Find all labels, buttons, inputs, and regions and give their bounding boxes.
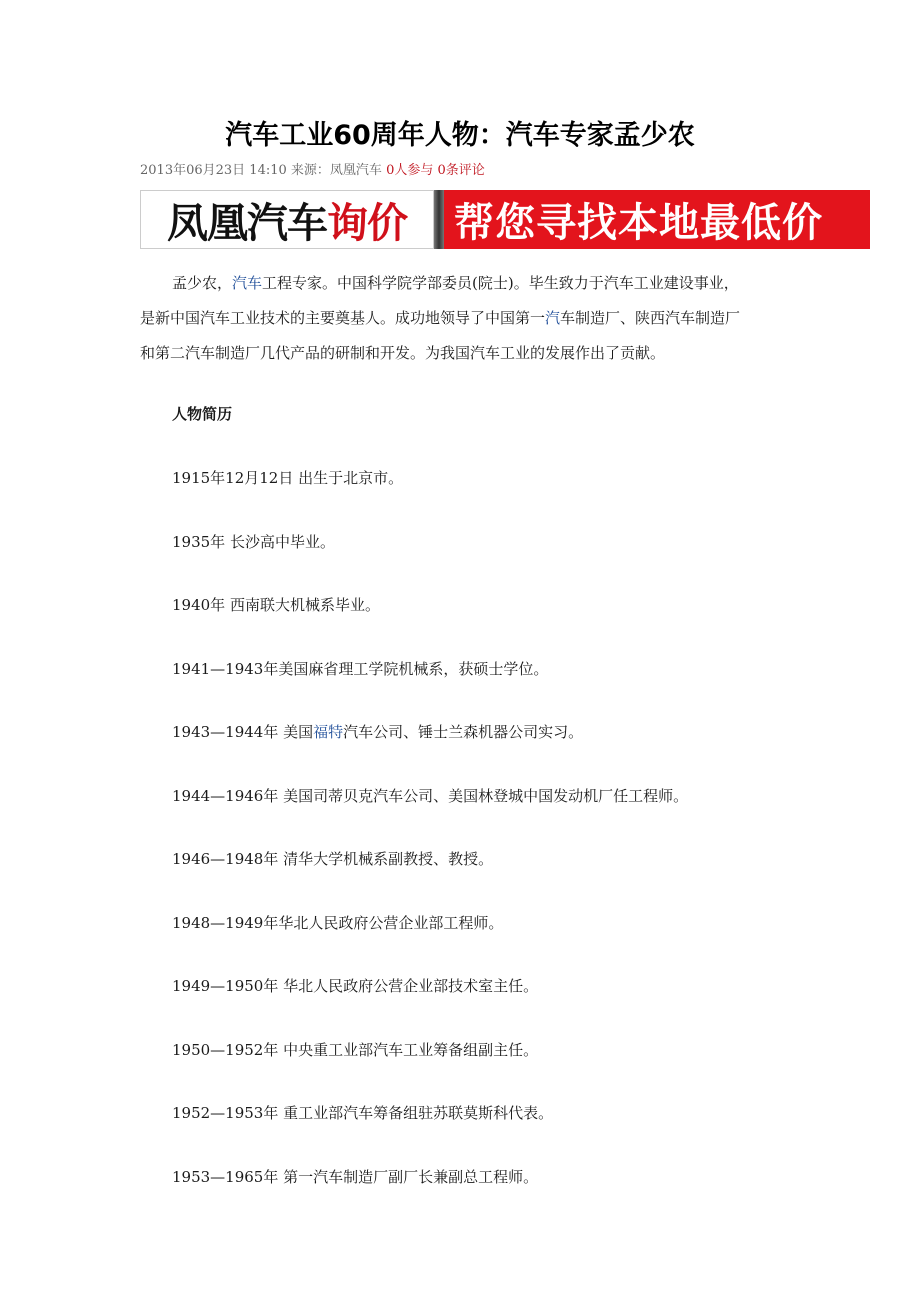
bio-text: 1943—1944年 美国 — [172, 723, 314, 741]
bio-item: 1944—1946年 美国司蒂贝克汽车公司、美国林登城中国发动机厂任工程师。 — [172, 786, 689, 805]
auto-keyword-link[interactable]: 汽车 — [232, 274, 263, 292]
bio-item: 1952—1953年 重工业部汽车筹备组驻苏联莫斯科代表。 — [172, 1104, 554, 1122]
intro-text: 车制造厂、陕西汽车制造厂 — [560, 309, 741, 327]
publish-date: 2013年06月23日 14:10 — [140, 163, 287, 178]
intro-line-3: 和第二汽车制造厂几代产品的研制和开发。为我国汽车工业的发展作出了贡献。 — [140, 344, 666, 362]
intro-paragraph — [140, 266, 800, 371]
bio-text: 汽车公司、锤士兰森机器公司实习。 — [343, 723, 584, 741]
participants-link[interactable]: 0人参与 — [386, 163, 434, 178]
bio-item: 1953—1965年 第一汽车制造厂副厂长兼副总工程师。 — [172, 1167, 539, 1186]
bio-item: 1940年 西南联大机械系毕业。 — [172, 596, 380, 614]
article-source: 来源：凤凰汽车 — [290, 163, 382, 178]
bio-item: 1950—1952年 中央重工业部汽车工业筹备组副主任。 — [172, 1040, 539, 1059]
banner-slogan: 帮您寻找本地最低价 — [444, 190, 870, 249]
intro-text: 孟少农， — [172, 274, 233, 292]
bio-heading: 人物简历 — [172, 405, 233, 423]
ford-keyword-link[interactable]: 福特 — [313, 723, 344, 741]
article-title: 汽车工业60周年人物：汽车专家孟少农 — [225, 120, 695, 151]
intro-line-2 — [140, 301, 800, 336]
bio-item: 1915年12月12日 出生于北京市。 — [172, 469, 404, 487]
article-meta — [140, 161, 485, 181]
intro-text: 是新中国汽车工业技术的主要奠基人。成功地领导了中国第一 — [140, 309, 546, 327]
price-inquiry-banner[interactable] — [140, 190, 870, 249]
banner-divider — [434, 190, 444, 249]
banner-brand-name: 凤凰汽车 — [167, 199, 327, 247]
qi-keyword-link[interactable]: 汽 — [545, 309, 561, 327]
bio-item: 1948—1949年华北人民政府公营企业部工程师。 — [172, 913, 504, 932]
bio-list — [172, 466, 688, 1228]
bio-item: 1941—1943年美国麻省理工学院机械系，获硕士学位。 — [172, 659, 549, 678]
intro-text: 工程专家。中国科学院学部委员(院士)。毕生致力于汽车工业建设事业， — [262, 274, 739, 292]
bio-item — [172, 720, 688, 784]
banner-brand — [140, 190, 434, 249]
bio-item: 1935年 长沙高中毕业。 — [172, 532, 335, 551]
bio-item: 1946—1948年 清华大学机械系副教授、教授。 — [172, 850, 494, 868]
banner-brand-inquiry: 询价 — [327, 199, 407, 247]
comments-link[interactable]: 0条评论 — [437, 163, 485, 178]
intro-line-1 — [140, 266, 800, 301]
bio-item: 1949—1950年 华北人民政府公营企业部技术室主任。 — [172, 977, 539, 995]
